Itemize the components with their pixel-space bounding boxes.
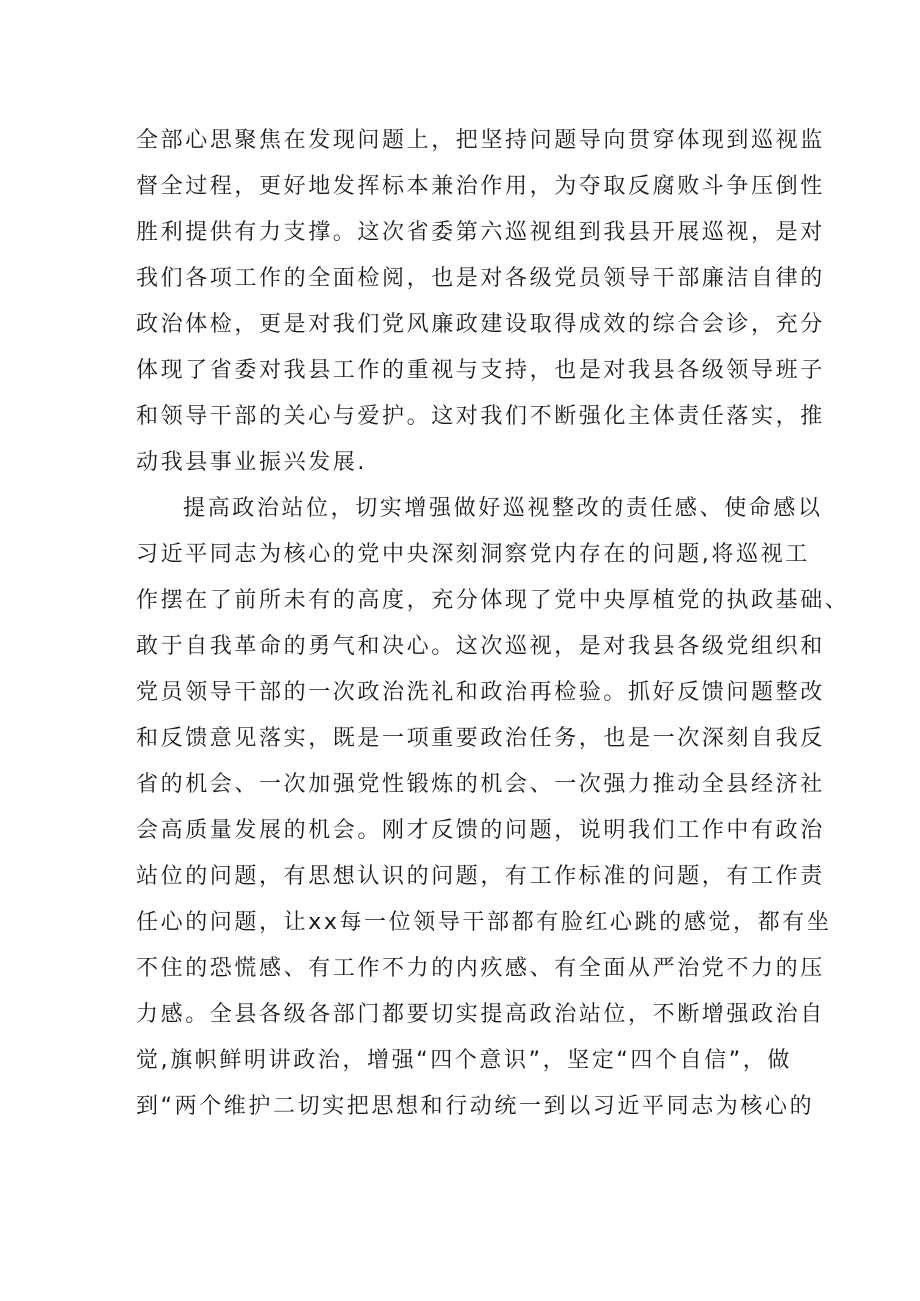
body-text bbox=[136, 118, 850, 1130]
text-line: 省的机会、一次加强党性锻炼的机会、一次强力推动全县经济社 bbox=[136, 772, 825, 797]
text-line: 党员领导干部的一次政治洗礼和政治再检验。抓好反馈问题整改 bbox=[136, 680, 825, 705]
text-line: 作摆在了前所未有的高度，充分体现了党中央厚植党的执政基础、 bbox=[136, 588, 850, 613]
text-line: 敢于自我革命的勇气和决心。这次巡视，是对我县各级党组织和 bbox=[136, 634, 825, 659]
text-line: 到“两个维护二切实把思想和行动统一到以习近平同志为核心的 bbox=[136, 1094, 815, 1119]
text-line: 力感。全县各级各部门都要切实提高政治站位，不断增强政治自 bbox=[136, 1002, 825, 1027]
text-line: 体现了省委对我县工作的重视与支持，也是对我县各级领导班子 bbox=[136, 358, 825, 383]
text-line: 觉,旗帜鲜明讲政治，增强“四个意识”，坚定“四个自信”，做 bbox=[136, 1048, 792, 1073]
text-line: 和反馈意见落实，既是一项重要政治任务，也是一次深刻自我反 bbox=[136, 726, 825, 751]
paragraph-first-line: 提高政治站位，切实增强做好巡视整改的责任感、使命感以 bbox=[183, 496, 823, 521]
text-line: 胜利提供有力支撑。这次省委第六巡视组到我县开展巡视，是对 bbox=[136, 220, 825, 245]
text-line: 站位的问题，有思想认识的问题，有工作标准的问题，有工作责 bbox=[136, 864, 825, 889]
text-line: 我们各项工作的全面检阅，也是对各级党员领导干部廉洁自律的 bbox=[136, 266, 825, 291]
text-line: 督全过程，更好地发挥标本兼治作用，为夺取反腐败斗争压倒性 bbox=[136, 174, 825, 199]
text-line: 习近平同志为核心的党中央深刻洞察党内存在的问题,将巡视工 bbox=[136, 542, 810, 567]
text-line: 会高质量发展的机会。刚才反馈的问题，说明我们工作中有政治 bbox=[136, 818, 825, 843]
text-line: 全部心思聚焦在发现问题上，把坚持问题导向贯穿体现到巡视监 bbox=[136, 128, 825, 153]
text-line: 任心的问题，让xx每一位领导干部都有脸红心跳的感觉，都有坐 bbox=[136, 910, 832, 935]
text-line: 动我县事业振兴发展. bbox=[136, 450, 367, 475]
text-line: 政治体检，更是对我们党风廉政建设取得成效的综合会诊，充分 bbox=[136, 312, 825, 337]
text-line: 不住的恐慌感、有工作不力的内疚感、有全面从严治党不力的压 bbox=[136, 956, 825, 981]
text-line: 和领导干部的关心与爱护。这对我们不断强化主体责任落实，推 bbox=[136, 404, 825, 429]
